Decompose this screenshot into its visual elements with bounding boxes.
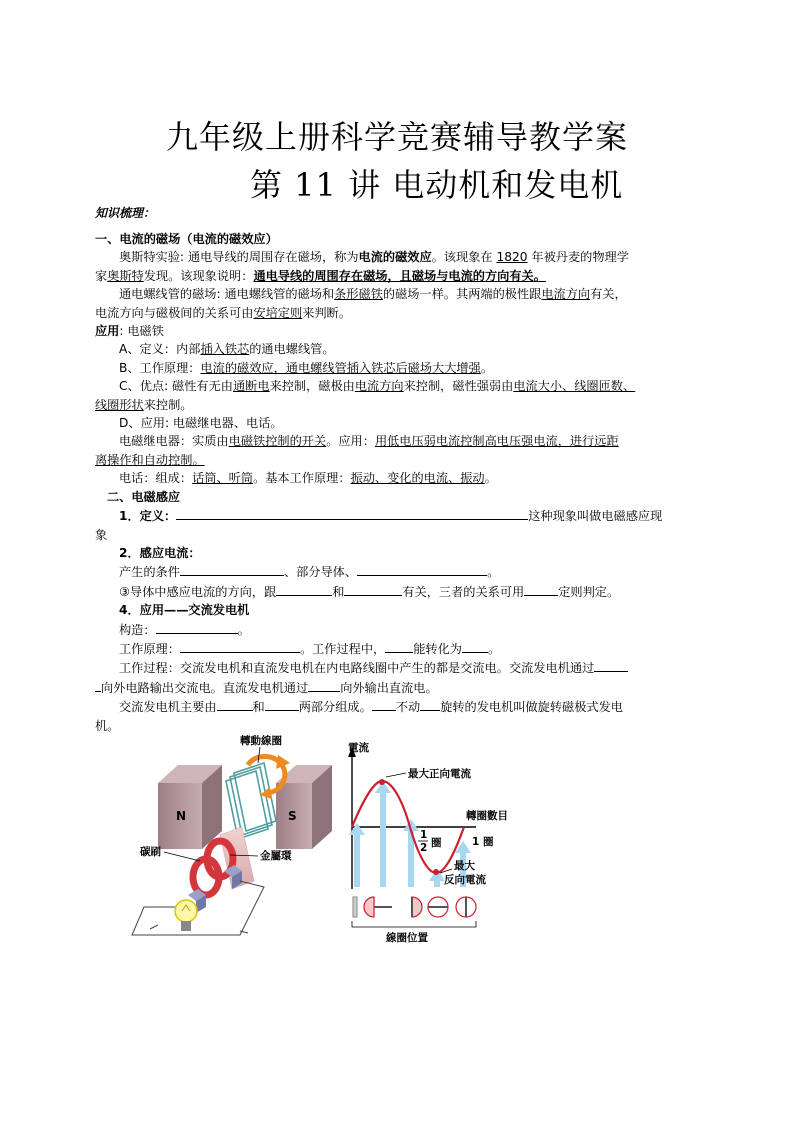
svg-text:2: 2 xyxy=(420,842,428,854)
coil-position-icons xyxy=(353,897,476,917)
item-d: D、应用: 电磁继电器、电话。 xyxy=(119,416,283,431)
item-b: B、工作原理：电流的磁效应，通电螺线管插入铁芯后磁场大大增强。 xyxy=(119,360,493,375)
oersted-line-1: 奥斯特实验: 通电导线的周围存在磁场，称为电流的磁效应。该现象在 1820 年被丹麦的物理学 xyxy=(119,250,629,265)
turns-axis-label: 轉圈數目 xyxy=(466,810,508,822)
induced-current-heading: 2．感应电流： xyxy=(119,545,201,560)
coil-label: 轉動線圈 xyxy=(240,735,282,747)
components-cont: 机。 xyxy=(95,718,120,733)
max-negative-label-2: 反向電流 xyxy=(444,874,486,886)
generator-heading: 4．应用——交流发电机 xyxy=(119,603,250,618)
component-blank-1[interactable] xyxy=(217,697,253,711)
slip-rings xyxy=(193,841,233,895)
svg-text:圈: 圈 xyxy=(431,837,442,849)
conditions-line: 产生的条件 、部分导体、 。 xyxy=(95,562,705,581)
direction-blank-2[interactable] xyxy=(344,582,402,596)
process-blank-2[interactable] xyxy=(308,678,340,692)
rotor-blank[interactable] xyxy=(420,697,440,711)
process-line-2: 向外电路输出交流电。直流发电机通过 向外输出直流电。 xyxy=(95,678,705,697)
generator-figure xyxy=(130,735,520,945)
brush-label: 碳刷 xyxy=(140,846,161,858)
max-negative-label-1: 最大 xyxy=(454,860,475,872)
max-positive-label: 最大正向電流 xyxy=(408,768,471,780)
application-line: 应用: 电磁铁 xyxy=(95,324,164,339)
principle-blank[interactable] xyxy=(180,639,300,653)
direction-line: ③导体中感应电流的方向，跟 和 有关，三者的关系可用 定则判定。 xyxy=(95,582,705,601)
energy-blank-2[interactable] xyxy=(462,639,488,653)
structure-line: 构造： 。 xyxy=(95,620,705,639)
process-blank-1[interactable] xyxy=(594,658,628,672)
magnet-north xyxy=(158,765,222,849)
current-axis-label: 電流 xyxy=(348,742,369,754)
energy-blank-1[interactable] xyxy=(385,639,413,653)
relay-line-2: 离操作和自动控制。 xyxy=(95,452,205,467)
item-c-cont: 线圈形状来控制。 xyxy=(95,397,193,412)
max-negative-point xyxy=(433,869,439,875)
svg-text:1: 1 xyxy=(420,829,428,841)
item-a: A、定义：内部插入铁芯的通电螺线管。 xyxy=(119,342,335,357)
definition-blank[interactable] xyxy=(176,506,528,520)
light-bulb-icon xyxy=(175,900,197,931)
condition-blank-2[interactable] xyxy=(357,562,487,576)
ring-label: 金屬環 xyxy=(260,850,292,862)
half-turn-label xyxy=(418,829,442,854)
item-c: C、优点: 磁性有无由通断电来控制，磁极由电流方向来控制，磁性强弱由电流大小、线圈匝数、 xyxy=(119,379,636,394)
components-line: 交流发电机主要由 和 两部分组成。 不动 旋转的发电机叫做旋转磁极式发电 xyxy=(95,697,705,716)
process-line-1: 工作过程：交流发电机和直流发电机在内电路线圈中产生的都是交流电。交流发电机通过 xyxy=(95,658,705,677)
definition-cont: 象 xyxy=(95,527,108,542)
component-blank-2[interactable] xyxy=(265,697,299,711)
telephone-line: 电话：组成：话筒、听筒。基本工作原理：振动、变化的电流、振动。 xyxy=(119,471,497,486)
generator-illustration xyxy=(132,735,332,935)
lesson-title: 第 11 讲 电动机和发电机 xyxy=(250,166,624,204)
page-title: 九年级上册科学竞赛辅导教学案 xyxy=(165,118,628,156)
section-kicker: 知识梳理： xyxy=(95,206,156,220)
north-pole-label: N xyxy=(176,809,187,823)
stator-blank[interactable] xyxy=(372,697,396,711)
section-heading-1: 一、电流的磁场（电流的磁效应） xyxy=(95,232,278,246)
relay-line-1: 电磁继电器：实质由电磁铁控制的开关。应用：用低电压弱电流控制高电压强电流，进行远距 xyxy=(119,434,619,449)
solenoid-line-1: 通电螺线管的磁场: 通电螺线管的磁场和条形磁铁的磁场一样。其两端的极性跟电流方向有关， xyxy=(119,287,627,302)
direction-blank-3[interactable] xyxy=(524,582,558,596)
definition-line: 1．定义： 这种现象叫做电磁感应现 xyxy=(95,506,705,525)
section-heading-2: 二、电磁感应 xyxy=(107,489,181,504)
oersted-line-2: 家奥斯特发现。该现象说明：通电导线的周围存在磁场，且磁场与电流的方向有关。 xyxy=(95,268,546,283)
principle-line: 工作原理： 。工作过程中， 能转化为 。 xyxy=(95,639,705,658)
one-turn-label: 1 圈 xyxy=(472,836,494,848)
coil-position-label: 線圈位置 xyxy=(386,932,428,944)
condition-blank-1[interactable] xyxy=(180,562,284,576)
worksheet-body xyxy=(95,230,705,735)
south-pole-label: S xyxy=(288,809,297,823)
rotating-coil xyxy=(226,763,276,839)
max-positive-point xyxy=(379,779,385,785)
structure-blank[interactable] xyxy=(156,620,238,634)
current-graph xyxy=(348,741,508,944)
solenoid-line-2: 电流方向与磁极间的关系可由安培定则来判断。 xyxy=(95,305,351,320)
direction-blank-1[interactable] xyxy=(276,582,332,596)
